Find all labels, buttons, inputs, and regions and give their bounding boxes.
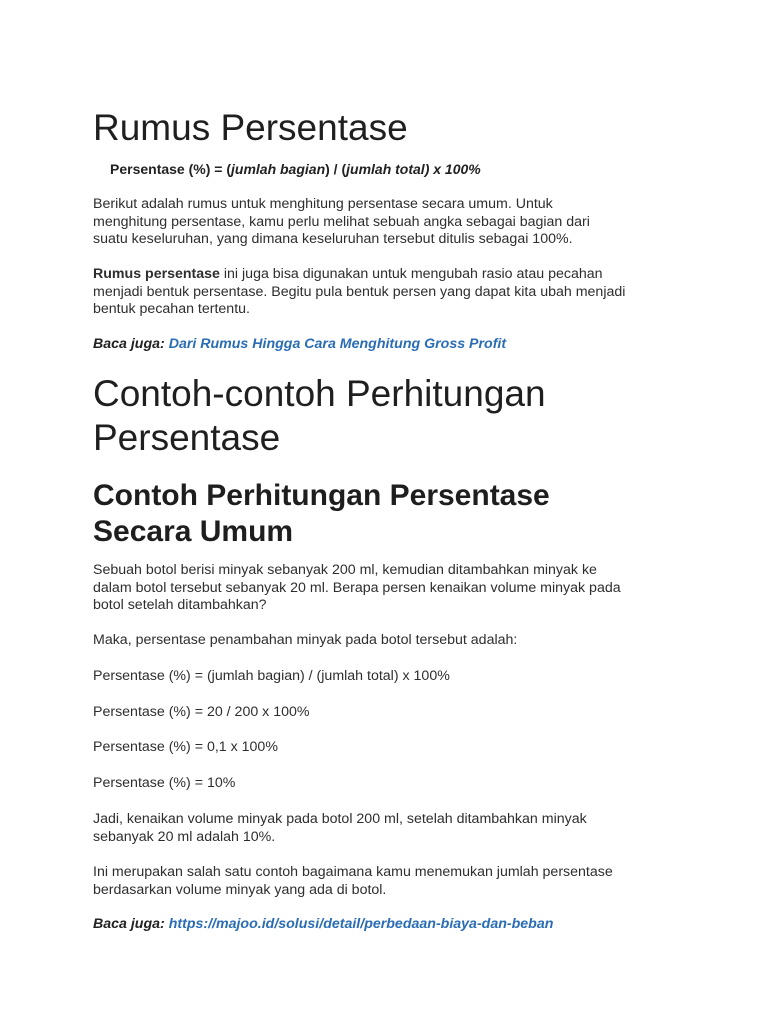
formula [110, 161, 481, 177]
paragraph-conclusion [93, 811, 693, 846]
text-line: menghitung persentase, kamu perlu melihat sebuah angka sebagai bagian dari [93, 213, 590, 230]
read-also-2 [93, 916, 693, 934]
formula-suffix: ) x 100% [424, 161, 481, 177]
text-line: Ini merupakan salah satu contoh bagaimana kamu menemukan jumlah persentase [93, 864, 613, 880]
formula-part2: jumlah total [346, 161, 425, 177]
text-line: Jadi, kenaikan volume minyak pada botol 200 ml, setelah ditambahkan minyak [93, 811, 587, 827]
text-line [93, 266, 693, 284]
read-also-link[interactable]: https://majoo.id/solusi/detail/perbedaan-biaya-dan-beban [168, 916, 554, 932]
subsection-title-line2: Secara Umum [93, 515, 294, 548]
formula-mid: ) / ( [325, 161, 347, 177]
paragraph-closing [93, 864, 693, 899]
subsection-title-line1: Contoh Perhitungan Persentase [93, 479, 550, 512]
text-line: berdasarkan volume minyak yang ada di botol. [93, 881, 387, 898]
read-also-link[interactable]: Dari Rumus Hingga Cara Menghitung Gross Profit [168, 336, 507, 352]
text-line: suatu keseluruhan, yang dimana keseluruhan tersebut ditulis sebagai 100%. [93, 231, 573, 247]
paragraph-intro [93, 196, 693, 249]
formula-prefix: Persentase (%) = ( [110, 161, 231, 177]
formula-part1: jumlah bagian [231, 161, 326, 177]
paragraph-maka: Maka, persentase penambahan minyak pada botol tersebut adalah: [93, 632, 518, 648]
text-line: dalam botol tersebut sebanyak 20 ml. Berapa persen kenaikan volume minyak pada [93, 579, 621, 596]
text-line: Sebuah botol berisi minyak sebanyak 200 ml, kemudian ditambahkan minyak ke [93, 562, 597, 578]
text-fragment: ini juga bisa digunakan untuk mengubah rasio atau pecahan [219, 266, 603, 282]
paragraph-rumus [93, 266, 693, 319]
section-title-rumus: Rumus Persentase [93, 107, 408, 148]
text-line: sebanyak 20 ml adalah 10%. [93, 828, 276, 845]
text-line: menjadi bentuk persentase. Begitu pula bentuk persen yang dapat kita ubah menjadi [93, 283, 626, 300]
text-line: bentuk pecahan tertentu. [93, 301, 250, 317]
section-title-contoh-line2: Persentase [93, 417, 281, 458]
read-also-label: Baca juga: [93, 336, 165, 352]
text-line: botol setelah ditambahkan? [93, 597, 267, 613]
paragraph-example [93, 562, 693, 615]
bold-term: Rumus persentase [93, 266, 220, 282]
read-also-label: Baca juga: [93, 916, 165, 932]
section-title-contoh-line1: Contoh-contoh Perhitungan [93, 373, 546, 414]
calc-step-2: Persentase (%) = 20 / 200 x 100% [93, 704, 310, 720]
text-line: Berikut adalah rumus untuk menghitung persentase secara umum. Untuk [93, 196, 553, 212]
calc-step-4: Persentase (%) = 10% [93, 775, 236, 791]
calc-step-1: Persentase (%) = (jumlah bagian) / (jumlah total) x 100% [93, 668, 450, 684]
calc-step-3: Persentase (%) = 0,1 x 100% [93, 739, 278, 755]
read-also-1 [93, 336, 693, 354]
